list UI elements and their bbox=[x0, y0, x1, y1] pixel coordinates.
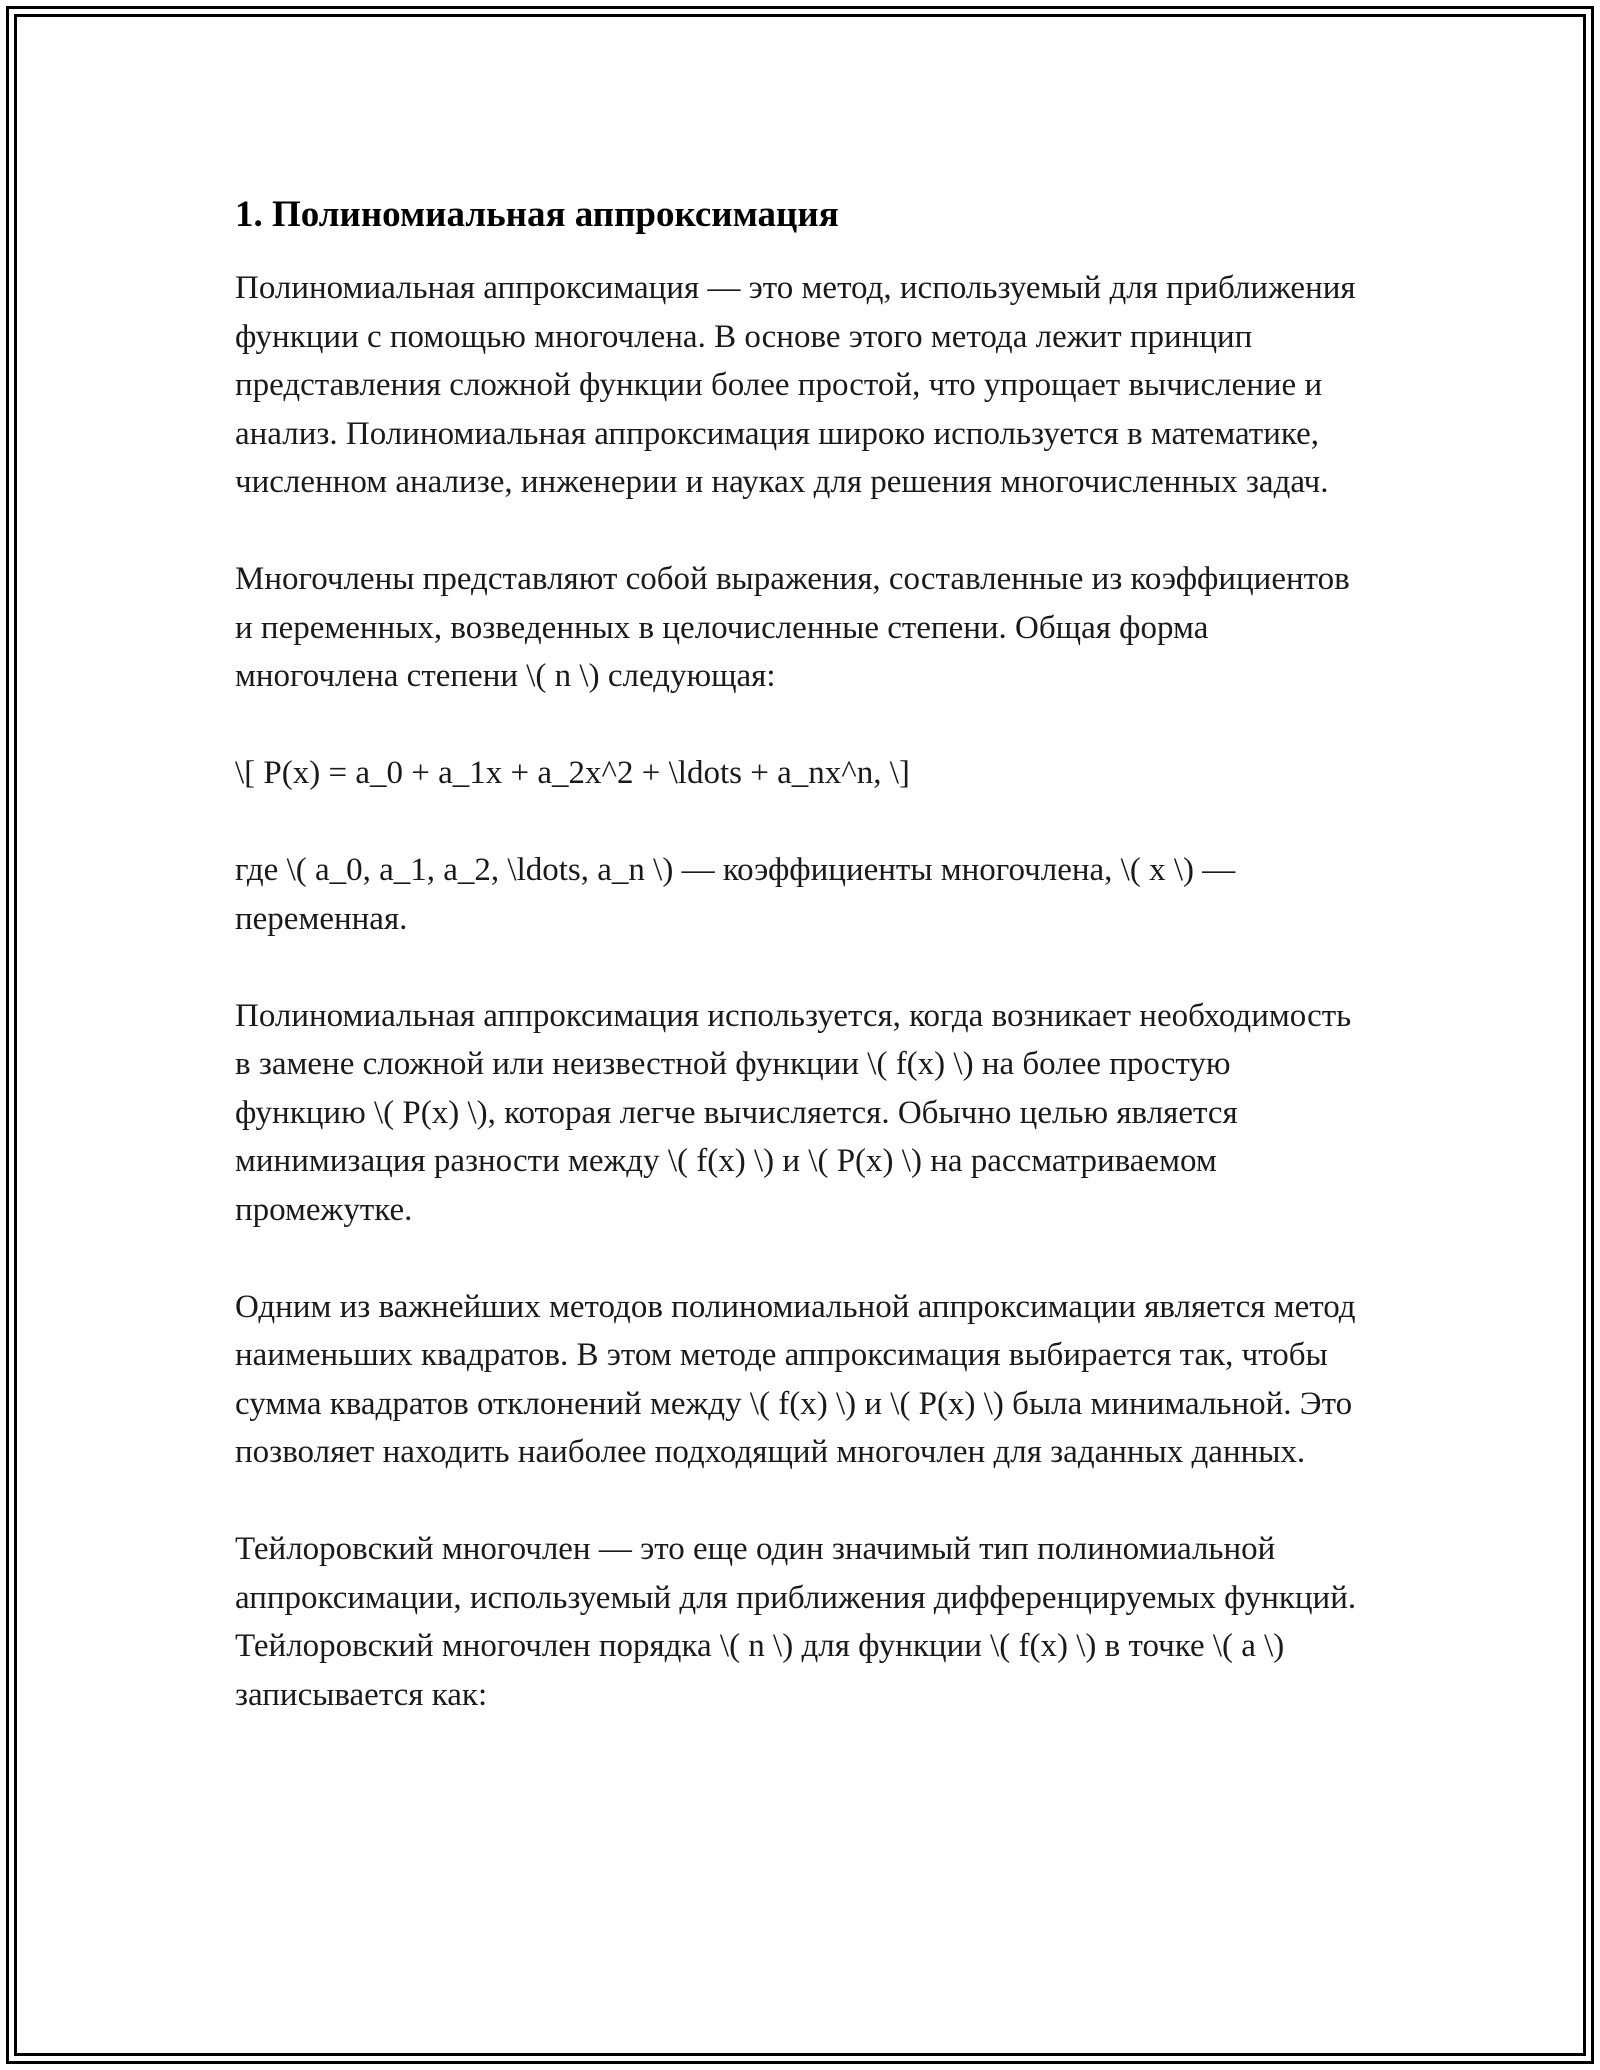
paragraph-coefficients: где \( a_0, a_1, a_2, \ldots, a_n \) — коэффициенты многочлена, \( x \) — переменная. bbox=[235, 852, 1236, 937]
formula-polynomial: \[ P(x) = a_0 + a_1x + a_2x^2 + \ldots + a_nx^n, \] bbox=[235, 755, 910, 791]
document-body bbox=[235, 187, 1365, 1768]
paragraph-approximation-purpose: Полиномиальная аппроксимация используется, когда возникает необходимость в замене сложной или неизвестной функции \( f(x) \) на более простую функцию \( P(x) \), которая легче вычисляется. Обычно целью является минимизация разности между \( f(x) \) и \( P(x) \) на рассматриваемом промежутке. bbox=[235, 997, 1352, 1228]
paragraph-taylor: Тейлоровский многочлен — это еще один значимый тип полиномиальной аппроксимации, используемый для приближения дифференцируемых функций. Тейлоровский многочлен порядка \( n \) для функции \( f(x) \) в точке \( a \) записывается как: bbox=[235, 1531, 1357, 1713]
paragraph-polynomial-definition: Многочлены представляют собой выражения, составленные из коэффициентов и переменных, возведенных в целочисленные степени. Общая форма многочлена степени \( n \) следующая: bbox=[235, 561, 1350, 694]
paragraph-intro: Полиномиальная аппроксимация — это метод, используемый для приближения функции с помощью многочлена. В основе этого метода лежит принцип представления сложной функции более простой, что упрощает вычисление и анализ. Полиномиальная аппроксимация широко используется в математике, численном анализе, инженерии и науках для решения многочисленных задач. bbox=[235, 270, 1356, 500]
section-heading: 1. Полиномиальная аппроксимация bbox=[235, 194, 839, 235]
paragraph-least-squares: Одним из важнейших методов полиномиальной аппроксимации является метод наименьших квадратов. В этом методе аппроксимация выбирается так, чтобы сумма квадратов отклонений между \( f(x) \) и \( P(x) \) была минимальной. Это позволяет находить наиболее подходящий многочлен для заданных данных. bbox=[235, 1288, 1356, 1470]
